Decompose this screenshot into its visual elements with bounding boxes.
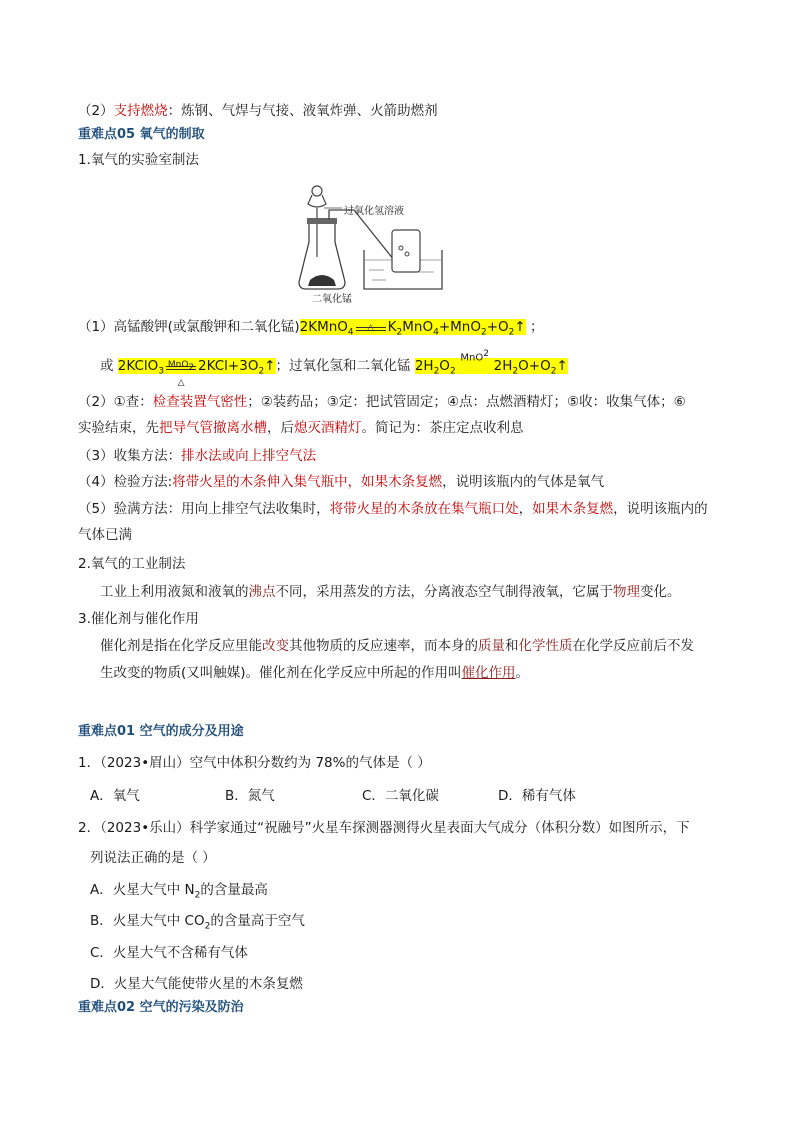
question-1-option-c: C．二氧化碳 [362, 788, 439, 804]
collect-method: （3）收集方法：排水法或向上排空气法 [78, 448, 317, 464]
industrial-text: 工业上利用液氮和液氧的沸点不同，采用蒸发的方法，分离液态空气制得液氧，它属于物理变化。 [100, 584, 681, 600]
equation-kclo3: 2KClO$_3$ MnO$_2$ △ $2KCl+3O_2↑$ [117, 358, 276, 388]
steps-line-2: 实验结束，先把导气管撤离水槽，后熄灭酒精灯。简记为：茶庄定点收利息 [78, 420, 524, 436]
section-1-title: 1.氧气的实验室制法 [78, 152, 199, 168]
equation-h2o2: $2H_2O_2$ MnO$^2$ $2H_2O+O_2↑$ [414, 349, 568, 377]
question-2-stem: 2．（2023•乐山）科学家通过“祝融号”火星车探测器测得火星表面大气成分（体积分数）如图所示，下 [78, 820, 690, 836]
question-2-option-b: B．火星大气中 $CO_2$的含量高于空气 [90, 913, 305, 932]
equation-kmno4: 2KMnO$_4$ △ $K_2MnO_4+MnO_2+O_2↑$ [299, 319, 526, 338]
equation-line-1: （1）高锰酸钾(或氯酸钾和二氧化锰)2KMnO$_4$ △ $K_2MnO_4+MnO_2+O_2↑$ ； [78, 319, 544, 338]
apparatus-figure [294, 182, 454, 307]
label-hydrogen-peroxide: 过氧化氢溶液 [344, 206, 404, 217]
steps-line-1: （2）①查：检查装置气密性；②装药品；③定：把试管固定；④点：点燃酒精灯；⑤收：收集气体；⑥ [78, 394, 686, 410]
question-2-option-a: A．火星大气中 $N_2$的含量最高 [90, 882, 268, 901]
intro-label: 支持燃烧 [113, 103, 168, 119]
question-1-option-a: A．氧气 [90, 788, 140, 804]
heading-02: 重难点02 空气的污染及防治 [78, 1000, 244, 1015]
equation-line-2: 或 2KClO$_3$ MnO$_2$ △ $2KCl+3O_2↑$；过氧化氢和二氧化锰 $2H_2O_2$ MnO$^2$ $2H_2O+O_2↑$ [100, 349, 568, 388]
question-1-option-b: B．氮气 [225, 788, 275, 804]
full-method-line-2: 气体已满 [78, 527, 132, 543]
question-2-option-d: D．火星大气能使带火星的木条复燃 [90, 976, 303, 992]
section-2-title: 2.氧气的工业制法 [78, 556, 186, 572]
question-1-stem: 1．（2023•眉山）空气中体积分数约为 78%的气体是（ ） [78, 755, 431, 771]
catalyst-line-2: 生改变的物质(又叫触媒)。催化剂在化学反应中所起的作用叫催化作用。 [100, 665, 530, 681]
intro-line: （2）支持燃烧：炼钢、气焊与气接、液氧炸弹、火箭助燃剂 [78, 103, 438, 119]
test-method: （4）检验方法:将带火星的木条伸入集气瓶中，如果木条复燃，说明该瓶内的气体是氧气 [78, 474, 605, 490]
full-method-line-1: （5）验满方法：用向上排空气法收集时，将带火星的木条放在集气瓶口处，如果木条复燃，说明该瓶内的 [78, 501, 708, 517]
catalyst-line-1: 催化剂是指在化学反应里能改变其他物质的反应速率，而本身的质量和化学性质在化学反应前后不发 [100, 638, 694, 654]
question-2-option-c: C．火星大气不含稀有气体 [90, 945, 248, 961]
heading-05: 重难点05 氧气的制取 [78, 127, 205, 142]
heading-01: 重难点01 空气的成分及用途 [78, 724, 244, 739]
section-3-title: 3.催化剂与催化作用 [78, 611, 199, 627]
label-manganese-dioxide: 二氧化锰 [312, 294, 352, 305]
flask-apparatus-diagram [294, 182, 454, 307]
question-1-option-d: D．稀有气体 [498, 788, 576, 804]
question-2-stem-2: 列说法正确的是（ ） [90, 850, 216, 866]
